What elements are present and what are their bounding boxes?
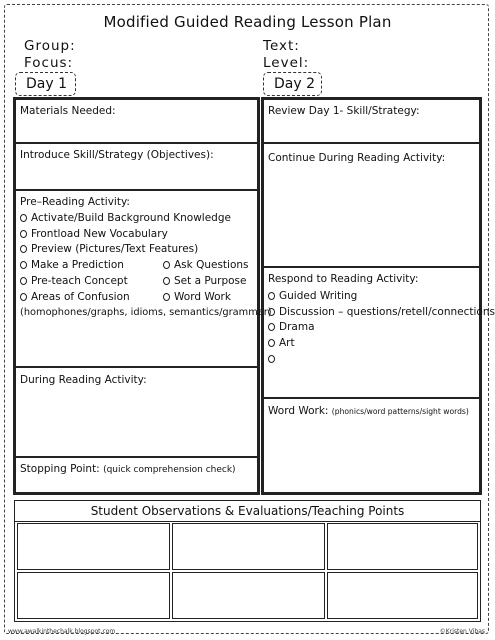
circle-outline-icon: [163, 261, 170, 269]
pre-reading-label: Pre–Reading Activity:: [20, 196, 130, 208]
introduce-label: Introduce Skill/Strategy (Objectives):: [20, 149, 214, 161]
circle-outline-icon: [20, 293, 27, 301]
list-item-pair: Make a Prediction Ask Questions: [20, 258, 272, 274]
text-field-label: Text:: [263, 38, 300, 54]
list-item: Drama: [268, 320, 495, 336]
observation-cell: [17, 572, 170, 619]
materials-section: [15, 99, 258, 143]
page-title: Modified Guided Reading Lesson Plan: [103, 13, 392, 31]
circle-outline-icon: [268, 323, 275, 331]
list-item-pair: Areas of Confusion Word Work: [20, 290, 272, 306]
focus-field-label: Focus:: [24, 55, 74, 71]
continue-reading-section: [263, 143, 480, 267]
list-item: Art: [268, 336, 495, 352]
introduce-section: [15, 143, 258, 190]
respond-label: Respond to Reading Activity:: [268, 273, 419, 285]
group-field-label: Group:: [24, 38, 76, 54]
circle-outline-icon: [20, 230, 27, 238]
level-field-label: Level:: [263, 55, 310, 71]
circle-outline-icon: [20, 214, 27, 222]
observation-cell: [172, 523, 325, 570]
list-item: [268, 352, 495, 368]
list-item-pair: Pre-teach Concept Set a Purpose: [20, 274, 272, 290]
respond-section: [263, 267, 495, 398]
respond-list: [268, 289, 495, 368]
materials-label: Materials Needed:: [20, 105, 116, 117]
word-work-section: [263, 398, 480, 493]
observation-cell: [327, 572, 478, 619]
word-work-hint: (phonics/word patterns/sight words): [331, 407, 469, 416]
footer-copyright: ©Kristen Vibas: [439, 628, 485, 635]
during-reading-label: During Reading Activity:: [20, 374, 147, 386]
stopping-point-hint: (quick comprehension check): [103, 465, 236, 475]
circle-outline-icon: [163, 293, 170, 301]
circle-outline-icon: [20, 261, 27, 269]
circle-outline-icon: [268, 355, 275, 363]
footer-website: www.awalkinthechalk.blogspot.com: [8, 628, 116, 635]
stopping-point-section: [15, 457, 258, 493]
word-work-note: (homophones/graphs, idioms, semantics/grammar): [20, 307, 272, 319]
pre-reading-list: [20, 211, 272, 321]
observation-cell: [17, 523, 170, 570]
circle-outline-icon: [20, 245, 27, 253]
circle-outline-icon: [20, 277, 27, 285]
list-item: Activate/Build Background Knowledge: [20, 211, 272, 227]
circle-outline-icon: [163, 277, 170, 285]
observation-cell: [327, 523, 478, 570]
circle-outline-icon: [268, 339, 275, 347]
list-item: Discussion – questions/retell/connections: [268, 305, 495, 321]
list-item: Guided Writing: [268, 289, 495, 305]
during-reading-section: [15, 367, 258, 457]
pre-reading-section: [15, 190, 272, 367]
observations-title: Student Observations & Evaluations/Teaching Points: [14, 500, 481, 522]
stopping-point-label: Stopping Point: (quick comprehension check): [20, 463, 236, 475]
review-label: Review Day 1- Skill/Strategy:: [268, 105, 420, 117]
list-item: Preview (Pictures/Text Features): [20, 242, 272, 258]
continue-reading-label: Continue During Reading Activity:: [268, 152, 446, 164]
observations-grid: [14, 521, 481, 622]
day1-tab: Day 1: [15, 72, 76, 96]
word-work-label: Word Work: (phonics/word patterns/sight words): [268, 405, 469, 417]
review-section: [263, 99, 480, 143]
circle-outline-icon: [268, 308, 275, 316]
day2-tab: Day 2: [263, 72, 322, 96]
observation-cell: [172, 572, 325, 619]
list-item: Frontload New Vocabulary: [20, 227, 272, 243]
circle-outline-icon: [268, 292, 275, 300]
